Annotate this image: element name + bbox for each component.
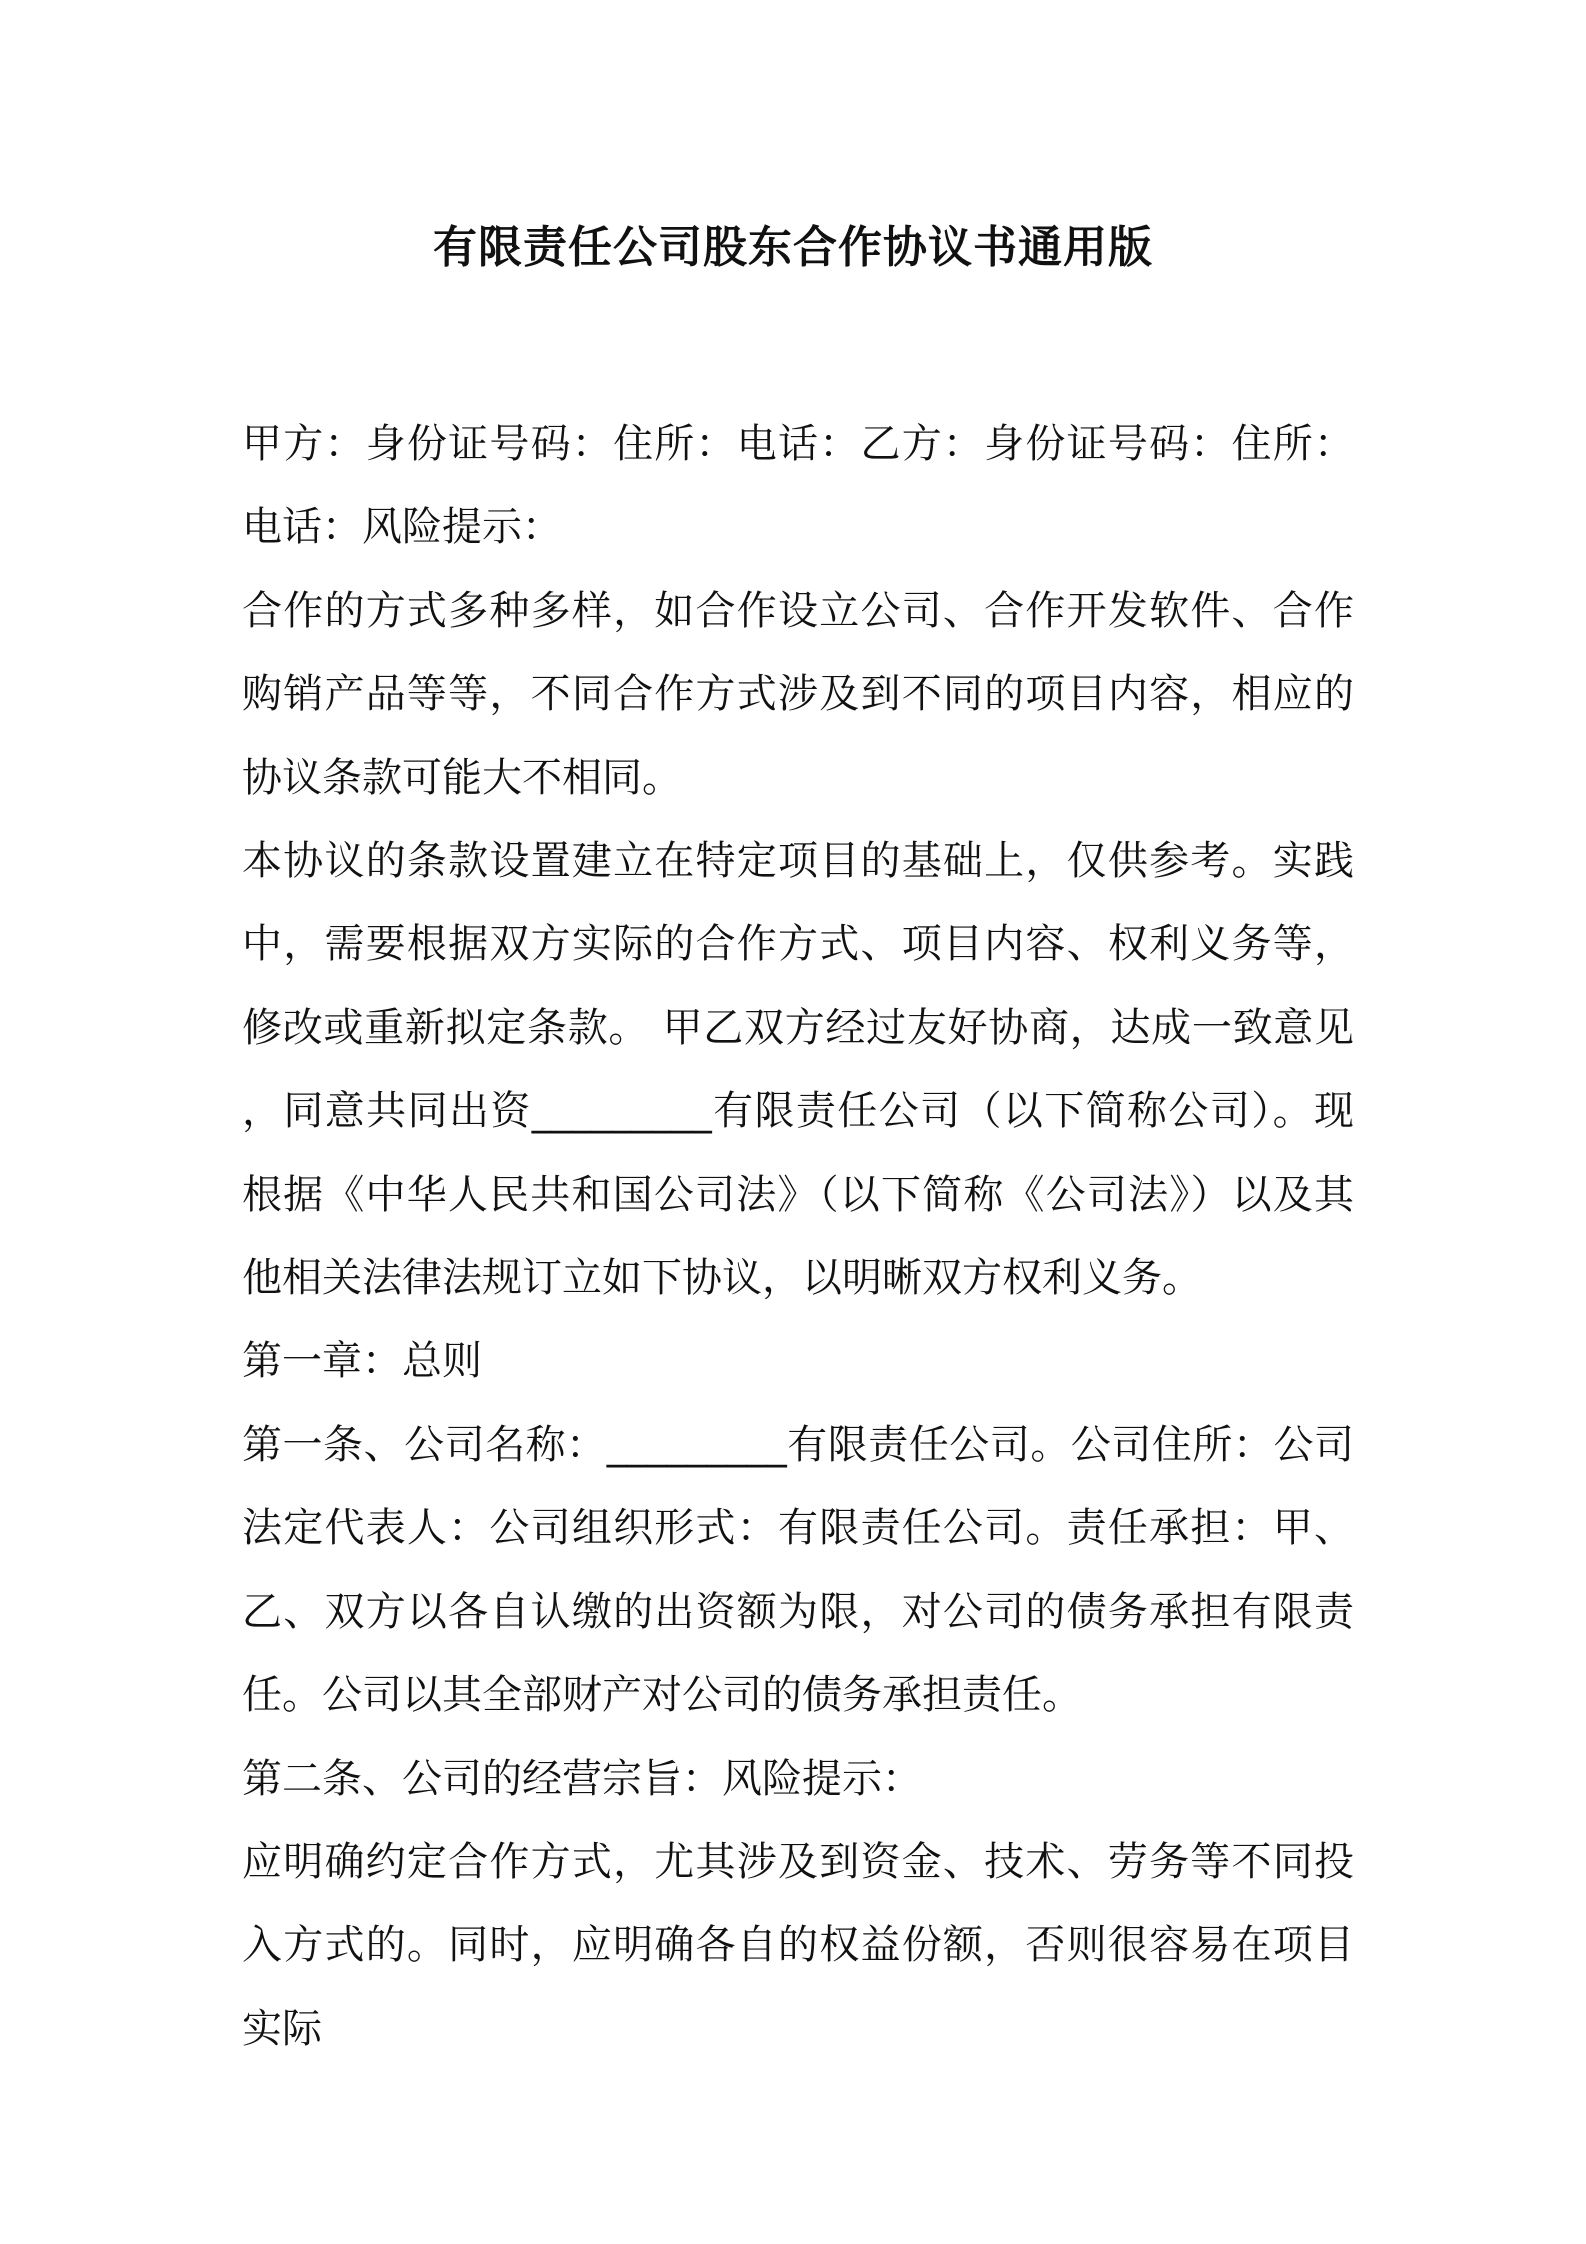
paragraph-agreement-basis: 本协议的条款设置建立在特定项目的基础上，仅供参考。实践中，需要根据双方实际的合作方式、项目内容、权利义务等，修改或重新拟定条款。 甲乙双方经过友好协商，达成一致意见，同意共同出资_________有限责任公司（以下简称公司）。现根据《中华人民共和国公司法》（以下简称《公司法》）以及其他相关法律法规订立如下协议，以明晰双方权利义务。 (242, 838, 1354, 1302)
article-one: 第一条、公司名称：_________有限责任公司。公司住所：公司法定代表人：公司组织形式：有限责任公司。责任承担：甲、乙、双方以各自认缴的出资额为限，对公司的债务承担有限责任。公司以其全部财产对公司的债务承担责任。 (242, 1421, 1354, 1719)
chapter-heading: 第一章：总则 (242, 1338, 482, 1385)
article-two: 第二条、公司的经营宗旨：风险提示： (242, 1755, 922, 1802)
paragraph-parties: 甲方：身份证号码：住所：电话：乙方：身份证号码：住所：电话：风险提示： (242, 421, 1354, 551)
paragraph-risk-cooperation: 合作的方式多种多样，如合作设立公司、合作开发软件、合作购销产品等等，不同合作方式涉及到不同的项目内容，相应的协议条款可能大不相同。 (242, 587, 1354, 801)
document-title: 有限责任公司股东合作协议书通用版 (433, 222, 1153, 273)
paragraph-risk-investment: 应明确约定合作方式，尤其涉及到资金、技术、劳务等不同投入方式的。同时，应明确各自的权益份额，否则很容易在项目实际 (242, 1838, 1354, 2052)
document-body (242, 403, 1354, 2071)
